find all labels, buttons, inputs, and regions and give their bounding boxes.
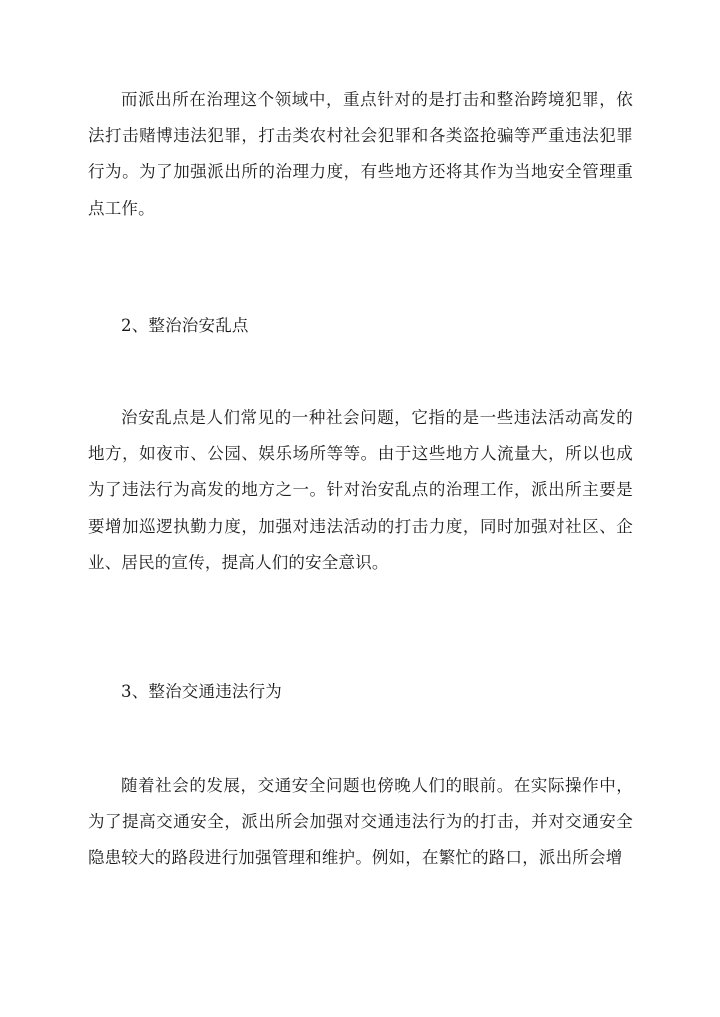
section-heading-public-order-hotspots: 2、整治治安乱点 (121, 316, 249, 335)
paragraph-public-order-hotspots: 治安乱点是人们常见的一种社会问题，它指的是一些违法活动高发的地方，如夜市、公园、娱乐场所等等。由于这些地方人流量大，所以也成为了违法行为高发的地方之一。针对治安乱点的治理工作，派出所主要是要增加巡逻执勤力度，加强对违法活动的打击力度，同时加强对社区、企业、居民的宣传，提高人们的安全意识。 (88, 408, 633, 572)
paragraph-traffic-violations: 随着社会的发展，交通安全问题也傍晚人们的眼前。在实际操作中，为了提高交通安全，派出所会加强对交通违法行为的打击，并对交通安全隐患较大的路段进行加强管理和维护。例如，在繁忙的路口，派出所会增 (88, 776, 633, 868)
paragraph-cross-border-crime: 而派出所在治理这个领域中，重点针对的是打击和整治跨境犯罪，依法打击赌博违法犯罪，打击类农村社会犯罪和各类盗抢骗等严重违法犯罪行为。为了加强派出所的治理力度，有些地方还将其作为当地安全管理重点工作。 (88, 90, 633, 218)
section-heading-traffic-violations: 3、整治交通违法行为 (121, 682, 282, 701)
